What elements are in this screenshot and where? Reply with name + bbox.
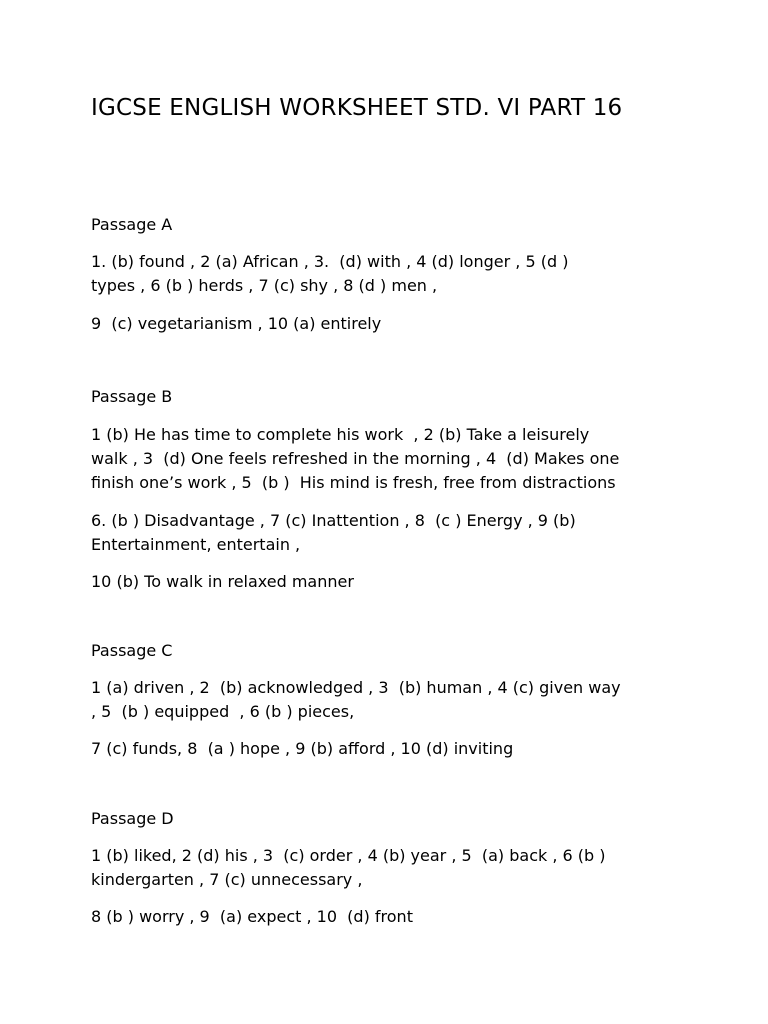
passage-d-heading: Passage D xyxy=(91,809,174,828)
answer-line: 8 (b ) worry , 9 (a) expect , 10 (d) front xyxy=(91,907,413,926)
answer-line: 7 (c) funds, 8 (a ) hope , 9 (b) afford , 10 (d) inviting xyxy=(91,739,514,758)
answer-line: walk , 3 (d) One feels refreshed in the morning , 4 (d) Makes one xyxy=(91,449,620,468)
answer-line: 1 (b) He has time to complete his work , 2 (b) Take a leisurely xyxy=(91,425,590,444)
passage-a-answers-1 xyxy=(91,250,691,298)
passage-c-answers-2 xyxy=(91,737,691,761)
passage-b-answers-1 xyxy=(91,423,691,495)
answer-line: 9 (c) vegetarianism , 10 (a) entirely xyxy=(91,314,382,333)
passage-a-answers-2 xyxy=(91,312,691,336)
answer-line: , 5 (b ) equipped , 6 (b ) pieces, xyxy=(91,702,355,721)
answer-line: 1. (b) found , 2 (a) African , 3. (d) with , 4 (d) longer , 5 (d ) xyxy=(91,252,569,271)
passage-d-answers-1 xyxy=(91,844,691,892)
worksheet-title: IGCSE ENGLISH WORKSHEET STD. VI PART 16 xyxy=(91,95,623,121)
answer-line: Entertainment, entertain , xyxy=(91,535,301,554)
answer-line: 1 (a) driven , 2 (b) acknowledged , 3 (b) human , 4 (c) given way xyxy=(91,678,621,697)
passage-b-answers-2 xyxy=(91,509,691,557)
answer-line: kindergarten , 7 (c) unnecessary , xyxy=(91,870,363,889)
passage-c-answers-1 xyxy=(91,676,691,724)
answer-line: 10 (b) To walk in relaxed manner xyxy=(91,572,354,591)
passage-b-heading: Passage B xyxy=(91,387,173,406)
passage-c-heading: Passage C xyxy=(91,641,173,660)
answer-line: 1 (b) liked, 2 (d) his , 3 (c) order , 4 (b) year , 5 (a) back , 6 (b ) xyxy=(91,846,606,865)
answer-line: 6. (b ) Disadvantage , 7 (c) Inattention , 8 (c ) Energy , 9 (b) xyxy=(91,511,576,530)
answer-line: types , 6 (b ) herds , 7 (c) shy , 8 (d ) men , xyxy=(91,276,438,295)
answer-line: finish one’s work , 5 (b ) His mind is fresh, free from distractions xyxy=(91,473,616,492)
passage-d-answers-2 xyxy=(91,905,691,929)
passage-b-answers-3 xyxy=(91,570,691,594)
passage-a-heading: Passage A xyxy=(91,215,173,234)
